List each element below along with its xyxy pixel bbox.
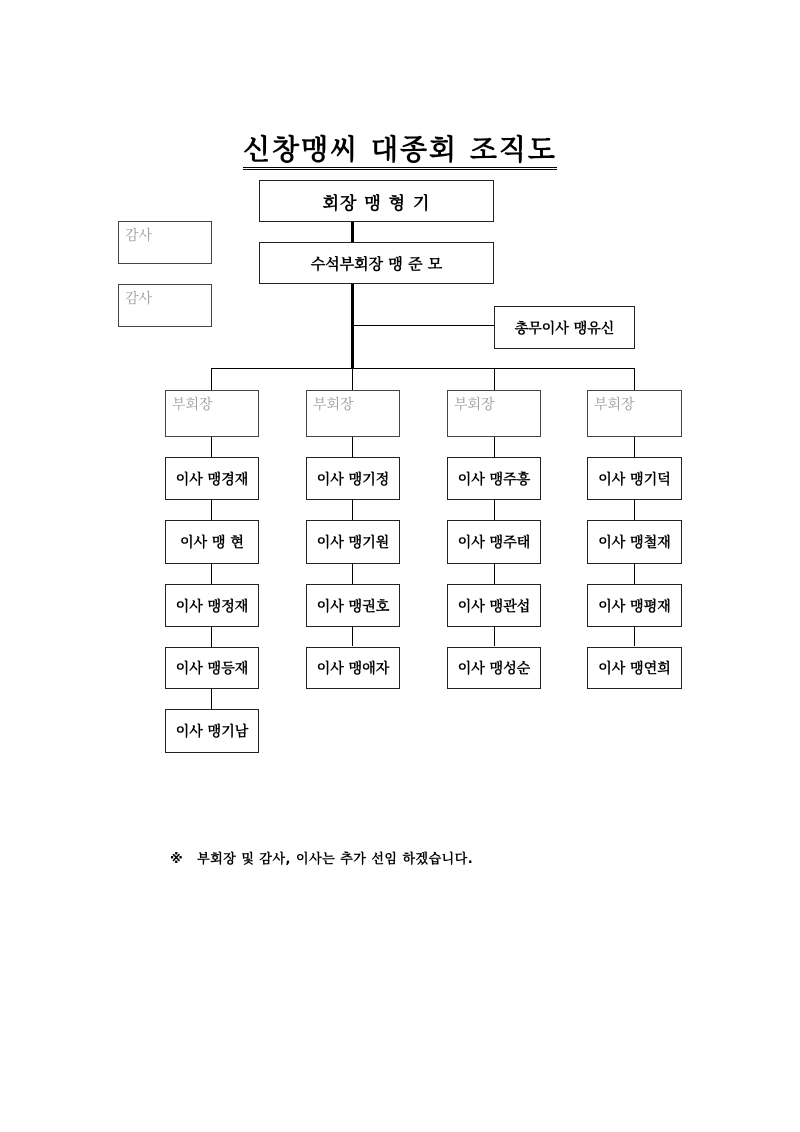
vice-president-box-2 — [306, 390, 400, 437]
director-label: 이사 맹권호 — [316, 598, 390, 615]
director-label: 이사 맹주태 — [457, 535, 531, 551]
chart-title-text: 신창맹씨 대종회 조직도 — [243, 133, 557, 170]
auditor-label-2: 감사 — [125, 291, 153, 307]
director-label: 이사 맹 현 — [180, 535, 244, 551]
senior-vice-president-label: 수석부회장 맹 준 모 — [310, 254, 443, 273]
secretary-general-box — [494, 306, 635, 349]
connector-secretary-branch — [353, 325, 495, 326]
director-box — [447, 520, 541, 564]
director-box — [447, 457, 541, 500]
auditor-label-1: 감사 — [125, 228, 153, 244]
director-box — [447, 647, 541, 689]
chart-title — [0, 128, 800, 168]
connector-svp-trunk — [351, 284, 354, 369]
director-label: 이사 맹평재 — [598, 598, 671, 615]
director-box — [306, 647, 400, 689]
auditor-box-1 — [118, 221, 212, 264]
vice-president-label-1: 부회장 — [172, 397, 213, 413]
director-box — [165, 457, 259, 500]
director-label: 이사 맹기원 — [316, 535, 390, 551]
director-box — [165, 647, 259, 689]
vice-president-label-2: 부회장 — [313, 397, 354, 413]
director-label: 이사 맹기덕 — [598, 471, 671, 488]
director-box — [587, 520, 682, 564]
director-label: 이사 맹성순 — [457, 661, 531, 677]
connector-vp-bus — [211, 368, 635, 369]
director-label: 이사 맹경재 — [175, 471, 249, 488]
director-box — [447, 584, 541, 627]
senior-vice-president-box — [259, 242, 494, 284]
director-box — [165, 709, 259, 753]
connector-vp4-drop — [634, 368, 635, 390]
connector-vp2-drop — [352, 368, 353, 390]
president-label: 회장 맹 형 기 — [322, 193, 431, 214]
connector-president-to-svp — [351, 221, 354, 242]
connector-vp3-drop — [494, 368, 495, 390]
vice-president-box-3 — [447, 390, 541, 437]
connector-vp1-drop — [211, 368, 212, 390]
director-label: 이사 맹등재 — [175, 661, 249, 677]
director-label: 이사 맹기정 — [316, 471, 390, 488]
director-box — [587, 457, 682, 500]
director-label: 이사 맹연희 — [598, 661, 671, 677]
footnote — [170, 848, 473, 867]
director-label: 이사 맹관섭 — [457, 598, 531, 615]
vice-president-box-1 — [165, 390, 259, 437]
president-box — [259, 180, 494, 222]
director-label: 이사 맹기남 — [175, 724, 249, 740]
director-box — [165, 584, 259, 627]
vice-president-box-4 — [587, 390, 682, 437]
vice-president-label-4: 부회장 — [594, 397, 635, 413]
director-box — [587, 647, 682, 689]
director-label: 이사 맹주흥 — [457, 471, 531, 488]
director-box — [306, 584, 400, 627]
director-box — [165, 520, 259, 564]
footnote-text: 부회장 및 감사, 이사는 추가 선임 하겠습니다. — [197, 852, 474, 867]
director-box — [306, 457, 400, 500]
director-label: 이사 맹철재 — [598, 535, 671, 551]
secretary-general-label: 총무이사 맹유신 — [514, 320, 615, 337]
auditor-box-2 — [118, 284, 212, 327]
director-label: 이사 맹애자 — [316, 661, 390, 677]
reference-mark-icon: ※ — [170, 852, 184, 867]
vice-president-label-3: 부회장 — [454, 397, 495, 413]
director-box — [306, 520, 400, 564]
director-label: 이사 맹정재 — [175, 598, 249, 615]
director-box — [587, 584, 682, 627]
